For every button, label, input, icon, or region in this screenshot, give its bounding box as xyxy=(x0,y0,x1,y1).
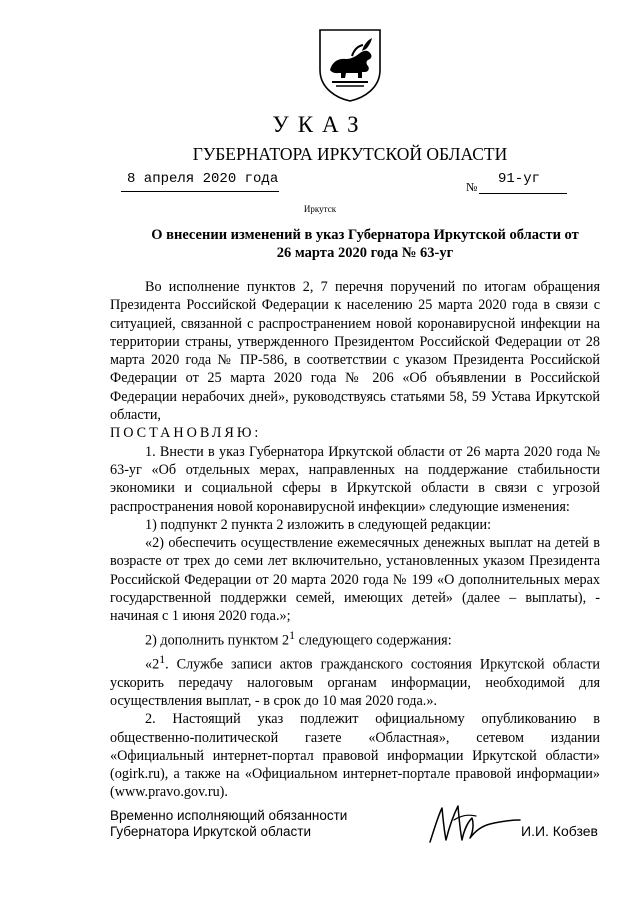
subitem-1-paragraph: 1) подпункт 2 пункта 2 изложить в следующей редакции: xyxy=(145,516,492,533)
item-1-paragraph: 1. Внести в указ Губернатора Иркутской области от 26 марта 2020 года № 63-уг «Об отдельных мерах, направленных на поддержание стабильности экономики и социальной сферы в Иркутской области в связи с угрозой распространения новой коронавирусной инфекции» следующие изменения: xyxy=(110,443,600,515)
quote-2-text-a: «2 xyxy=(145,656,160,673)
subitem-2-paragraph xyxy=(110,626,600,650)
decree-word: ПОСТАНОВЛЯЮ: xyxy=(110,425,262,442)
coat-of-arms-icon xyxy=(318,28,382,102)
document-city: Иркутск xyxy=(303,204,337,214)
signatory-name: И.И. Кобзев xyxy=(521,823,598,839)
quote-2-paragraph xyxy=(110,650,600,711)
issuer-title: ГУБЕРНАТОРА ИРКУТСКОЙ ОБЛАСТИ xyxy=(192,144,508,164)
document-number: 91-уг xyxy=(498,171,541,187)
document-body xyxy=(110,278,600,802)
subitem-2-text-b: следующего содержания: xyxy=(295,632,452,649)
subitem-2-text-a: 2) дополнить пунктом 2 xyxy=(145,632,290,649)
subitem-2-superscript: 1 xyxy=(289,627,296,642)
handwritten-signature-icon xyxy=(424,800,524,850)
signatory-position-line-1: Временно исполняющий обязанности xyxy=(110,808,348,823)
document-type-title: УКАЗ xyxy=(272,112,368,137)
signatory-position-line-2: Губернатора Иркутской области xyxy=(110,824,312,839)
item-2-paragraph: 2. Настоящий указ подлежит официальному опубликованию в общественно-политической газете «Областная», сетевом издании «Официальный интернет-портал правовой информации Иркутской области» (ogirk.ru), а также на «Официальном интернет-портале правовой информации» (www.pravo.gov.ru). xyxy=(110,711,600,801)
preamble-paragraph: Во исполнение пунктов 2, 7 перечня поручений по итогам обращения Президента Российской Федерации к населению 25 марта 2020 года в связи с ситуацией, связанной с распространением новой коронавирусной инфекции на территории страны, утвержденного Президентом Российской Федерации от 28 марта 2020 года № ПР-586, в соответствии с указом Президента Российской Федерации от 25 марта 2020 года № 206 «Об объявлении в Российской Федерации нерабочих дней», руководствуясь статьями 58, 59 Устава Иркутской области, xyxy=(110,279,600,424)
quote-1-paragraph: «2) обеспечить осуществление ежемесячных денежных выплат на детей в возрасте от трех до семи лет включительно, установленных указом Президента Российской Федерации от 20 марта 2020 года № 199 «О дополнительных мерах государственной поддержки семей, имеющих детей» (далее – выплаты), - начиная с 1 июня 2020 года.»; xyxy=(110,535,600,625)
date-underline xyxy=(121,191,279,192)
number-underline xyxy=(479,193,567,194)
quote-2-superscript: 1 xyxy=(159,651,166,666)
subject-line-2: 26 марта 2020 года № 63-уг xyxy=(276,245,454,261)
document-subject xyxy=(90,226,640,262)
quote-2-text-b: . Службе записи актов гражданского состояния Иркутской области ускорить передачу налоговым органам информации, необходимой для осуществления выплат, - в срок до 10 мая 2020 года.». xyxy=(110,656,600,709)
signatory-position xyxy=(110,808,347,840)
document-date: 8 апреля 2020 года xyxy=(127,171,279,187)
subject-line-1: О внесении изменений в указ Губернатора Иркутской области от xyxy=(151,227,579,243)
number-sign: № xyxy=(466,180,478,194)
